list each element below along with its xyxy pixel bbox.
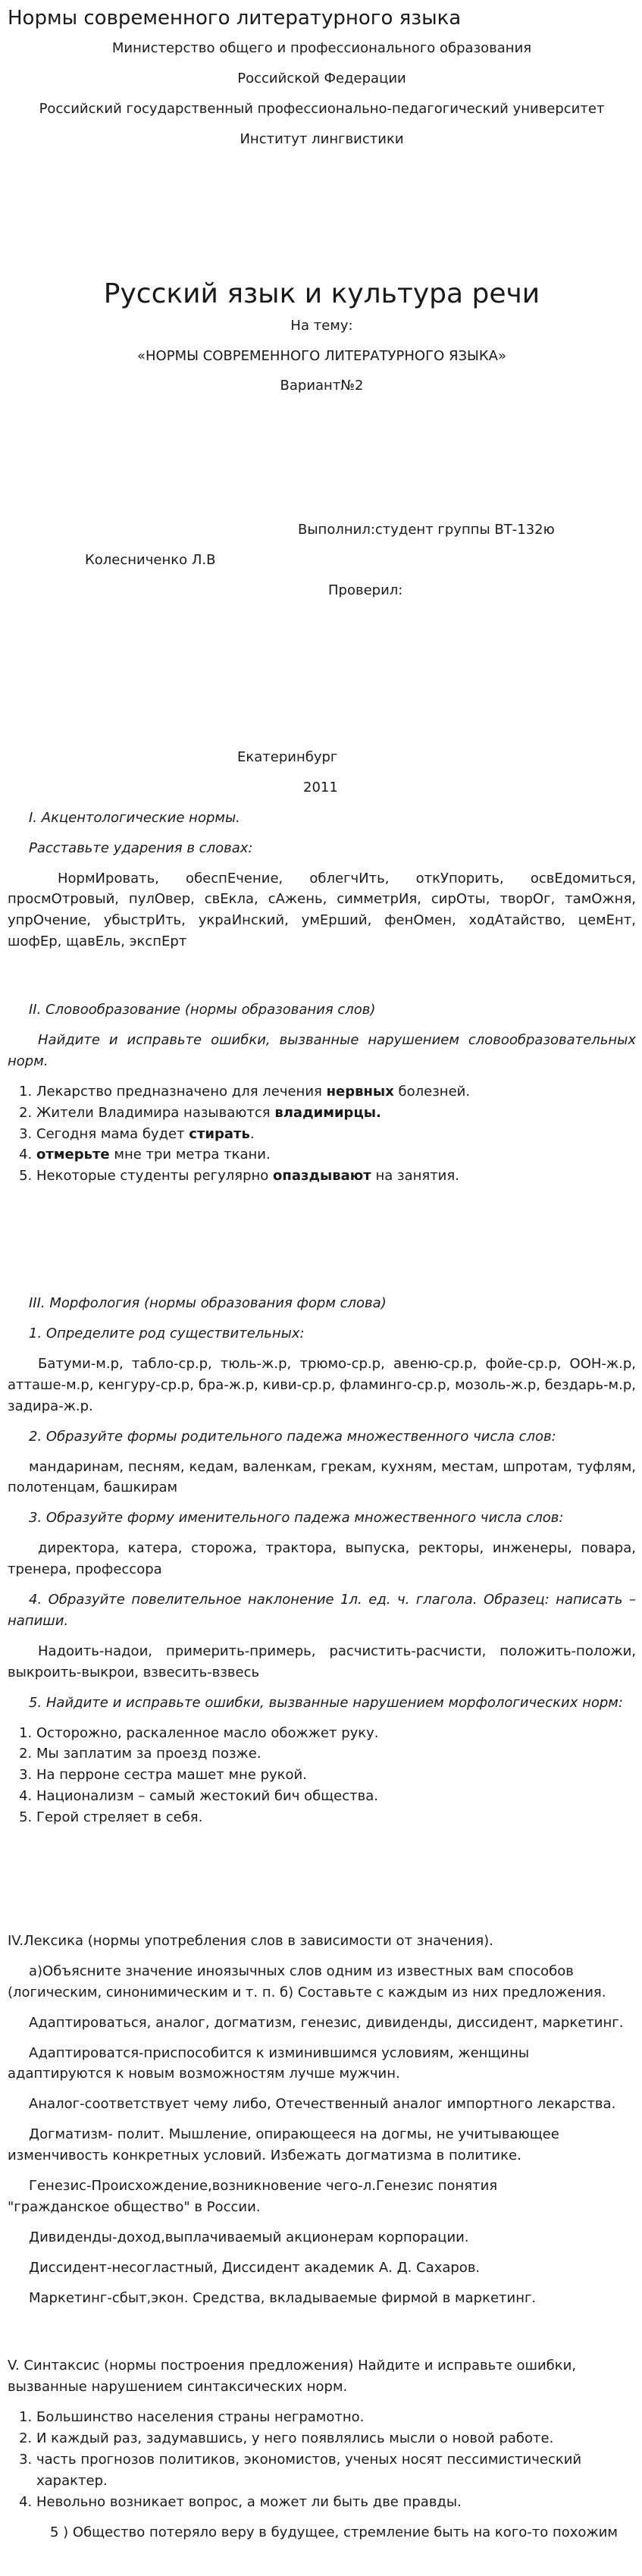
- list-item: 2. Мы заплатим за проезд позже.: [36, 1743, 636, 1765]
- section-1-heading: I. Акцентологические нормы.: [29, 809, 240, 826]
- section-4-paragraph: Маркетинг-сбыт,экон. Средства, вкладываемые фирмой в маркетинг.: [29, 2289, 537, 2306]
- section-5-heading: V. Синтаксис (нормы построения предложения) Найдите и исправьте ошибки, вызванные нарушением синтаксических норм.: [8, 2358, 577, 2396]
- country-line: Российской Федерации: [237, 71, 406, 87]
- university-line: Российский государственный профессионально-педагогический университет: [39, 101, 605, 118]
- section-4-words: Адаптироваться, аналог, догматизм, генезис, дивиденды, диссидент, маркетинг.: [29, 2014, 624, 2031]
- section-5-item-5: 5 ) Общество потеряло веру в будущее, стремление быть на кого-то похожим: [50, 2524, 618, 2540]
- section-4-heading: IV.Лексика (нормы употребления слов в зависимости от значения).: [8, 1932, 493, 1949]
- section-1-task: Расставьте ударения в словах:: [29, 839, 253, 856]
- section-3-list: [8, 1723, 636, 1828]
- section-4-paragraph: Адаптироватся-приспособится к изминившимся условиям, женщины адаптируются к новым возможностям лучше мужчин.: [8, 2044, 530, 2082]
- section-3-a2: мандаринам, песням, кедам, валенкам, грекам, кухням, местам, шпротам, туфлям, полотенцам, башкирам: [8, 1458, 636, 1496]
- institute-line: Институт лингвистики: [240, 130, 404, 147]
- section-3-a4: Надоить-надои, примерить-примерь, расчистить-расчисти, положить-положи, выкроить-выкрои, взвесить-взвесь: [8, 1643, 636, 1680]
- list-item: 2. И каждый раз, задумавшись, у него появлялись мысли о новой работе.: [36, 2428, 636, 2449]
- section-3-q1: 1. Определите род существительных:: [29, 1326, 305, 1342]
- section-4-paragraph: "гражданское общество" в России.: [8, 2198, 261, 2215]
- section-3-q3: 3. Образуйте форму именительного падежа множественного числа слов:: [29, 1510, 564, 1526]
- section-2-heading: II. Словообразование (нормы образования слов): [29, 1002, 376, 1018]
- variant-label: Вариант№2: [280, 378, 364, 394]
- performed-by: Выполнил:студент группы ВТ-132ю: [298, 522, 555, 538]
- list-item: 1. Лекарство предназначено для лечения нервных болезней.: [36, 1081, 636, 1103]
- section-3-q2: 2. Образуйте формы родительного падежа множественного числа слов:: [29, 1428, 556, 1445]
- section-2-task: Найдите и исправьте ошибки, вызванные нарушением словообразовательных норм.: [8, 1032, 636, 1069]
- section-4-paragraph: Догматизм- полит. Мышление, опирающееся на догмы, не учитывающее изменчивость конкретных условий. Избежать догматизма в политике.: [8, 2126, 559, 2164]
- section-5-list: [8, 2407, 636, 2512]
- section-4-task: а)Объясните значение иноязычных слов одним из известных вам способов (логическим, синонимическим и т. п. б) Составьте с каждым из них предложения.: [8, 1963, 606, 2000]
- list-item: 1. Осторожно, раскаленное масло обожжет руку.: [36, 1723, 636, 1744]
- section-3-q5: 5. Найдите и исправьте ошибки, вызванные нарушением морфологических норм:: [29, 1694, 623, 1711]
- list-item: 3. На перроне сестра машет мне рукой.: [36, 1765, 636, 1786]
- section-4-paragraph: Диссидент-несогластный, Диссидент академик А. Д. Сахаров.: [29, 2259, 481, 2276]
- year: 2011: [303, 779, 338, 795]
- section-2-list: [8, 1081, 636, 1187]
- list-item: 2. Жители Владимира называются владимирцы.: [36, 1103, 636, 1124]
- section-3-a3: директора, катера, сторожа, трактора, выпуска, ректоры, инженеры, повара, тренера, профессора: [8, 1540, 636, 1578]
- list-item: 3. Сегодня мама будет стирать.: [36, 1124, 636, 1145]
- section-4-paragraph: Аналог-соответствует чему либо, Отечественный аналог импортного лекарства.: [29, 2096, 616, 2113]
- document-title: Нормы современного литературного языка: [8, 7, 462, 30]
- checked-by: Проверил:: [328, 582, 403, 599]
- list-item: 3. часть прогнозов политиков, экономистов, ученых носят пессимистический характер.: [36, 2449, 636, 2492]
- list-item: 4. отмерьте мне три метра ткани.: [36, 1144, 636, 1166]
- theme-label: На тему:: [290, 317, 353, 334]
- list-item: 4. Невольно возникает вопрос, а может ли быть две правды.: [36, 2492, 636, 2513]
- section-4-paragraph: Дивиденды-доход,выплачиваемый акционерам корпорации.: [29, 2229, 469, 2245]
- section-3-a1: Батуми-м.р, табло-ср.р, тюль-ж.р, трюмо-ср.р, авеню-ср.р, фойе-ср.р, ООН-ж.р, атташе-м.р, кенгуру-ср.р, бра-ж.р, киви-ср.р, фламинго-ср.р, мозоль-ж.р, бездарь-м.р, задира-ж.р.: [8, 1356, 636, 1414]
- list-item: 5. Герой стреляет в себя.: [36, 1807, 636, 1828]
- course-title: Русский язык и культура речи: [103, 278, 540, 309]
- section-3-heading: III. Морфология (нормы образования форм слова): [29, 1295, 387, 1312]
- list-item: 4. Национализм – самый жестокий бич общества.: [36, 1786, 636, 1807]
- section-3-q4: 4. Образуйте повелительное наклонение 1л. ед. ч. глагола. Образец: написать – напиши.: [8, 1592, 636, 1629]
- student-name: Колесниченко Л.В: [85, 552, 216, 569]
- city: Екатеринбург: [237, 749, 338, 765]
- list-item: 1. Большинство населения страны неграмотно.: [36, 2407, 636, 2428]
- ministry-line: Министерство общего и профессионального образования: [111, 40, 532, 57]
- section-4-paragraph: Генезис-Происхождение,возникновение чего-л.Генезис понятия: [29, 2177, 498, 2194]
- list-item: 5. Некоторые студенты регулярно опаздывают на занятия.: [36, 1166, 636, 1187]
- section-1-words: НормИровать, обеспЕчение, облегчИть, откУпорить, освЕдомиться, просмОтровый, пулОвер, свЕкла, сАжень, симметрИя, сирОты, творОг, тамОжня, упрОчение, убыстрИть, украИнский, умЕрший, фенОмен, ходАтайство, цемЕнт, шофЕр, щавЕль, экспЕрт: [8, 870, 636, 950]
- theme-title: «НОРМЫ СОВРЕМЕННОГО ЛИТЕРАТУРНОГО ЯЗЫКА»: [137, 347, 506, 364]
